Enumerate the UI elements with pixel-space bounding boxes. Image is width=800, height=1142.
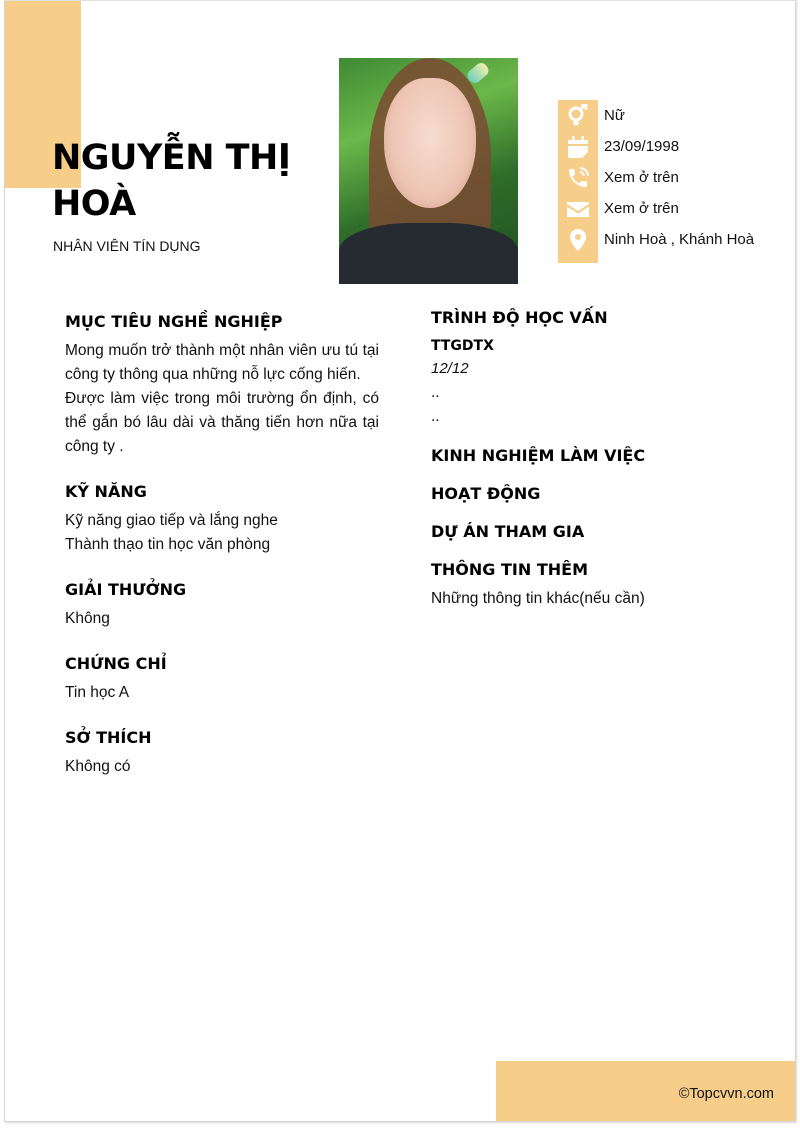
contact-birthday (558, 131, 679, 162)
section-certificates (65, 653, 379, 705)
contact-address (558, 224, 754, 255)
contact-email-value[interactable]: Xem ở trên (604, 200, 679, 217)
section-title-hobbies: SỞ THÍCH (65, 728, 152, 747)
section-activities (431, 483, 761, 505)
education-school: TTGDTX (431, 338, 494, 354)
education-line: .. (431, 384, 440, 401)
phone-icon (558, 162, 598, 193)
section-title-objective: MỤC TIÊU NGHỀ NGHIỆP (65, 312, 283, 331)
contact-birthday-value: 23/09/1998 (604, 138, 680, 155)
skill-item: Thành thạo tin học văn phòng (65, 536, 271, 553)
section-hobbies (65, 727, 379, 779)
section-education (431, 307, 761, 429)
certificate-item: Tin học A (65, 684, 130, 701)
section-skills (65, 481, 379, 557)
gender-icon (558, 100, 598, 131)
section-title-experience: KINH NGHIỆM LÀM VIỆC (431, 446, 646, 465)
email-icon (558, 193, 598, 224)
contact-phone-value[interactable]: Xem ở trên (604, 169, 679, 186)
cv-page (4, 0, 796, 1122)
contact-email[interactable] (558, 193, 679, 224)
contact-gender (558, 100, 625, 131)
location-pin-icon (558, 224, 598, 255)
hobby-item: Không có (65, 758, 131, 775)
section-title-additional-info: THÔNG TIN THÊM (431, 560, 588, 579)
photo-shirt (339, 223, 518, 284)
section-title-education: TRÌNH ĐỘ HỌC VẤN (431, 308, 608, 327)
section-experience (431, 445, 761, 467)
section-projects (431, 521, 761, 543)
contact-address-value: Ninh Hoà , Khánh Hoà (604, 231, 755, 248)
left-column (65, 311, 379, 795)
candidate-name: NGUYỄN THỊ HOÀ (52, 138, 291, 224)
section-additional-info (431, 559, 761, 611)
section-title-awards: GIẢI THƯỞNG (65, 580, 187, 599)
additional-info-item: Những thông tin khác(nếu cần) (431, 590, 645, 607)
profile-photo (339, 58, 518, 284)
section-title-activities: HOẠT ĐỘNG (431, 484, 541, 503)
footer-band (496, 1061, 796, 1122)
section-title-projects: DỰ ÁN THAM GIA (431, 522, 585, 541)
copyright-text: ©Topcvvn.com (678, 1086, 774, 1102)
right-column (431, 307, 761, 627)
award-item: Không (65, 610, 110, 627)
photo-face (384, 78, 476, 208)
section-objective (65, 311, 379, 459)
section-title-certificates: CHỨNG CHỈ (65, 654, 167, 673)
calendar-icon (558, 131, 598, 162)
education-period: 12/12 (431, 360, 469, 377)
education-line: .. (431, 408, 440, 425)
job-title: NHÂN VIÊN TÍN DỤNG (53, 238, 201, 254)
skill-item: Kỹ năng giao tiếp và lắng nghe (65, 512, 278, 529)
section-awards (65, 579, 379, 631)
objective-line: Được làm việc trong môi trường ổn định, có thể gắn bó lâu dài và thăng tiến hơn nữa tại công ty . (65, 390, 379, 455)
contact-phone[interactable] (558, 162, 679, 193)
contact-gender-value: Nữ (604, 107, 625, 124)
section-title-skills: KỸ NĂNG (65, 482, 147, 501)
objective-line: Mong muốn trở thành một nhân viên ưu tú tại công ty thông qua những nỗ lực cống hiến. (65, 342, 379, 383)
